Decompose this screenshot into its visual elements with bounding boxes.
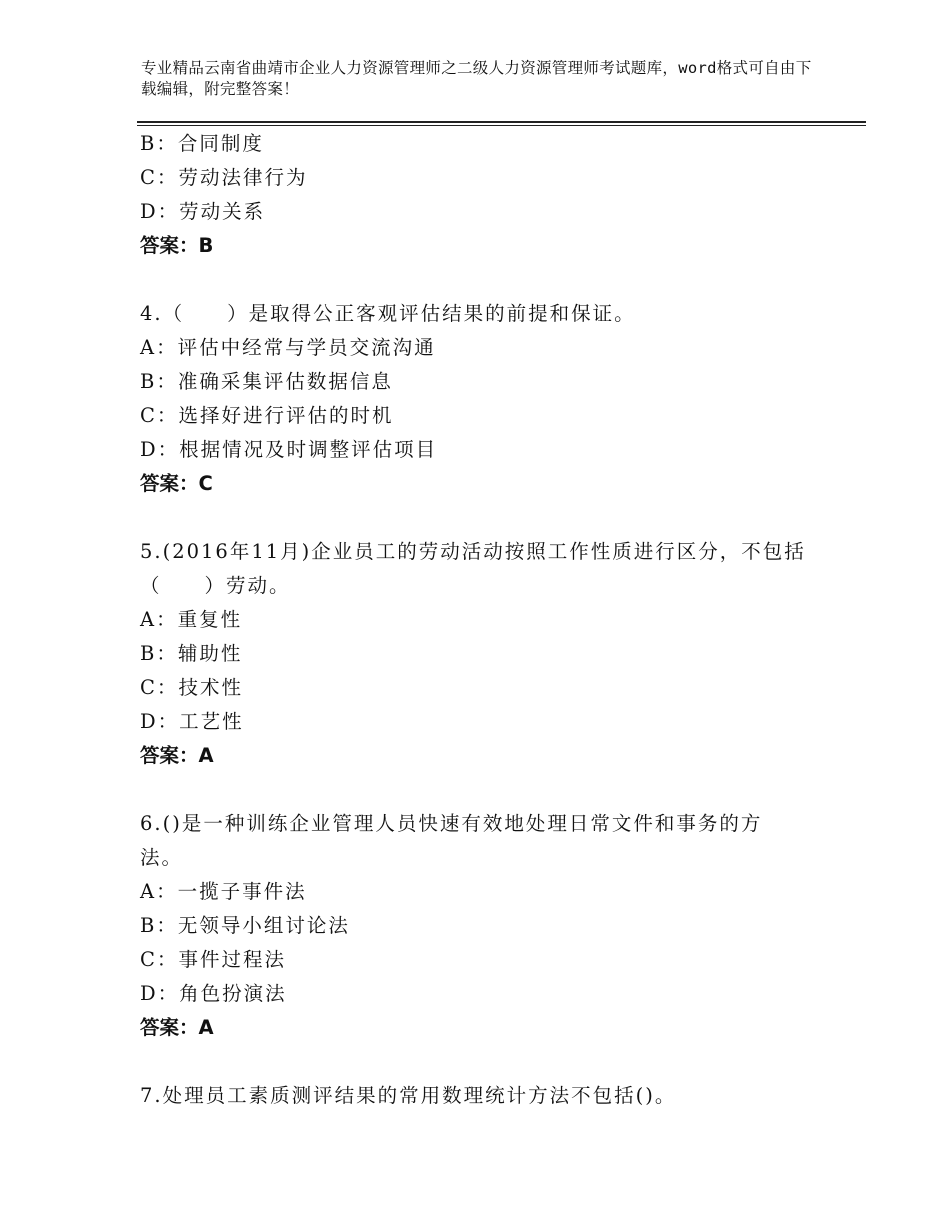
option-c: C：技术性 [140, 676, 243, 699]
question-6 [140, 807, 830, 1045]
question-3 [140, 127, 830, 263]
answer-line: 答案：A [140, 744, 214, 767]
question-5 [140, 535, 830, 773]
question-stem: 6.()是一种训练企业管理人员快速有效地处理日常文件和事务的方 [140, 812, 763, 835]
question-stem-continued: 法。 [140, 846, 184, 869]
option-c: C：劳动法律行为 [140, 166, 308, 189]
option-d: D：角色扮演法 [140, 982, 287, 1005]
answer-line: 答案：A [140, 1016, 214, 1039]
option-b: B：无领导小组讨论法 [140, 914, 350, 937]
question-stem: 4.（ ）是取得公正客观评估结果的前提和保证。 [140, 302, 636, 325]
option-c: C：事件过程法 [140, 948, 286, 971]
option-c: C：选择好进行评估的时机 [140, 404, 394, 427]
question-7 [140, 1079, 830, 1113]
option-d: D：工艺性 [140, 710, 244, 733]
option-d: D：根据情况及时调整评估项目 [140, 438, 438, 461]
option-a: A：评估中经常与学员交流沟通 [140, 336, 436, 359]
answer-line: 答案：C [140, 472, 213, 495]
header-rule-thick [137, 121, 866, 123]
option-b: B：辅助性 [140, 642, 243, 665]
question-stem-continued: （ ）劳动。 [140, 574, 291, 597]
document-header: 专业精品云南省曲靖市企业人力资源管理师之二级人力资源管理师考试题库，word格式可自由下载编辑，附完整答案！ [141, 59, 812, 98]
question-list [140, 127, 830, 1113]
option-b: B：准确采集评估数据信息 [140, 370, 393, 393]
option-a: A：一揽子事件法 [140, 880, 307, 903]
option-b: B：合同制度 [140, 132, 264, 155]
question-4 [140, 297, 830, 501]
option-a: A：重复性 [140, 608, 243, 631]
answer-line: 答案：B [140, 234, 214, 257]
option-d: D：劳动关系 [140, 200, 266, 223]
question-stem: 5.(2016年11月)企业员工的劳动活动按照工作性质进行区分，不包括 [140, 540, 806, 563]
header-rule-thin [137, 125, 866, 126]
question-stem: 7.处理员工素质测评结果的常用数理统计方法不包括()。 [140, 1084, 677, 1107]
